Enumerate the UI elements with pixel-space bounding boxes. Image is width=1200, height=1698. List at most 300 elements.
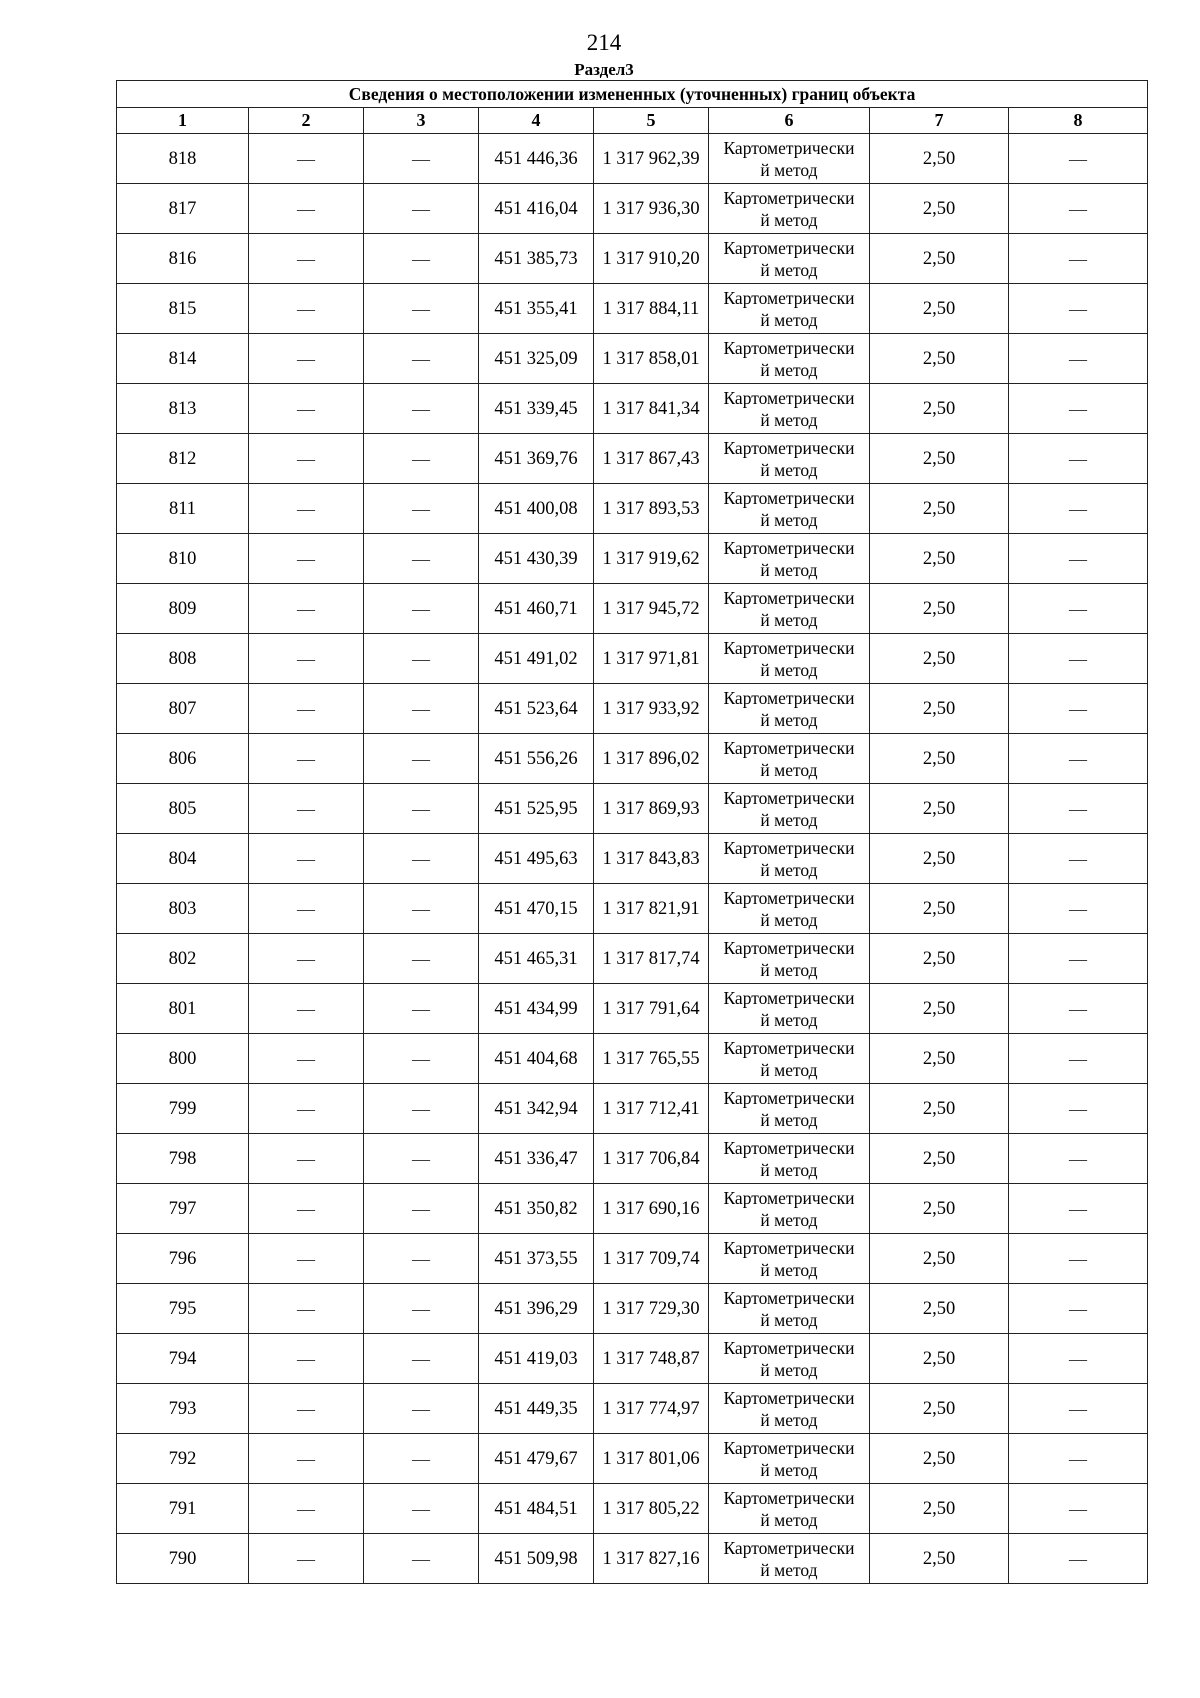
col8-value: — — [1009, 1334, 1148, 1384]
precision: 2,50 — [870, 684, 1009, 734]
method-line-2: й метод — [760, 1259, 818, 1280]
method-line-1: Картометрически — [723, 1287, 855, 1308]
method — [709, 884, 870, 934]
method-line-2: й метод — [760, 459, 818, 480]
method-line-2: й метод — [760, 159, 818, 180]
col8-value: — — [1009, 134, 1148, 184]
x-coordinate: 451 342,94 — [479, 1084, 594, 1134]
col2-value: — — [249, 484, 364, 534]
col8-value: — — [1009, 1234, 1148, 1284]
col8-value: — — [1009, 884, 1148, 934]
precision: 2,50 — [870, 1234, 1009, 1284]
y-coordinate: 1 317 817,74 — [594, 934, 709, 984]
col2-value: — — [249, 834, 364, 884]
x-coordinate: 451 430,39 — [479, 534, 594, 584]
precision: 2,50 — [870, 1484, 1009, 1534]
method — [709, 1134, 870, 1184]
point-number: 811 — [117, 484, 249, 534]
col2-value: — — [249, 884, 364, 934]
col8-value: — — [1009, 1134, 1148, 1184]
col2-value: — — [249, 1284, 364, 1334]
table-caption-row — [117, 81, 1148, 108]
method — [709, 534, 870, 584]
table-row — [117, 334, 1148, 384]
col3-value: — — [364, 284, 479, 334]
method — [709, 684, 870, 734]
point-number: 814 — [117, 334, 249, 384]
point-number: 794 — [117, 1334, 249, 1384]
point-number: 790 — [117, 1534, 249, 1584]
col3-value: — — [364, 1134, 479, 1184]
table-row — [117, 1134, 1148, 1184]
table-row — [117, 934, 1148, 984]
x-coordinate: 451 325,09 — [479, 334, 594, 384]
method-line-1: Картометрически — [723, 337, 855, 358]
method-line-1: Картометрически — [723, 837, 855, 858]
col2-value: — — [249, 684, 364, 734]
precision: 2,50 — [870, 1034, 1009, 1084]
method — [709, 1484, 870, 1534]
point-number: 798 — [117, 1134, 249, 1184]
table-row — [117, 1534, 1148, 1584]
point-number: 800 — [117, 1034, 249, 1084]
col2-value: — — [249, 1434, 364, 1484]
method-line-1: Картометрически — [723, 437, 855, 458]
precision: 2,50 — [870, 834, 1009, 884]
col8-value: — — [1009, 1084, 1148, 1134]
table-row — [117, 1034, 1148, 1084]
method-line-1: Картометрически — [723, 537, 855, 558]
col3-value: — — [364, 1434, 479, 1484]
precision: 2,50 — [870, 734, 1009, 784]
method-line-2: й метод — [760, 709, 818, 730]
method — [709, 984, 870, 1034]
method — [709, 1384, 870, 1434]
x-coordinate: 451 495,63 — [479, 834, 594, 884]
table-row — [117, 1234, 1148, 1284]
method-line-1: Картометрически — [723, 387, 855, 408]
col3-value: — — [364, 934, 479, 984]
col3-value: — — [364, 1334, 479, 1384]
method-line-2: й метод — [760, 1159, 818, 1180]
col8-value: — — [1009, 684, 1148, 734]
x-coordinate: 451 446,36 — [479, 134, 594, 184]
col8-value: — — [1009, 984, 1148, 1034]
col2-value: — — [249, 1384, 364, 1434]
precision: 2,50 — [870, 634, 1009, 684]
table-row — [117, 134, 1148, 184]
col2-value: — — [249, 334, 364, 384]
col2-value: — — [249, 1334, 364, 1384]
method — [709, 1184, 870, 1234]
method-line-1: Картометрически — [723, 1137, 855, 1158]
x-coordinate: 451 470,15 — [479, 884, 594, 934]
method-line-1: Картометрически — [723, 237, 855, 258]
col3-value: — — [364, 1234, 479, 1284]
method-line-2: й метод — [760, 359, 818, 380]
col2-value: — — [249, 934, 364, 984]
x-coordinate: 451 419,03 — [479, 1334, 594, 1384]
col8-value: — — [1009, 234, 1148, 284]
method-line-2: й метод — [760, 859, 818, 880]
y-coordinate: 1 317 945,72 — [594, 584, 709, 634]
y-coordinate: 1 317 801,06 — [594, 1434, 709, 1484]
table-row — [117, 1334, 1148, 1384]
point-number: 805 — [117, 784, 249, 834]
col3-value: — — [364, 834, 479, 884]
method-line-2: й метод — [760, 259, 818, 280]
col2-value: — — [249, 1134, 364, 1184]
method — [709, 584, 870, 634]
y-coordinate: 1 317 919,62 — [594, 534, 709, 584]
method-line-2: й метод — [760, 1409, 818, 1430]
x-coordinate: 451 484,51 — [479, 1484, 594, 1534]
point-number: 792 — [117, 1434, 249, 1484]
col2-value: — — [249, 634, 364, 684]
x-coordinate: 451 479,67 — [479, 1434, 594, 1484]
col3-value: — — [364, 734, 479, 784]
column-header-6: 6 — [709, 108, 870, 134]
col8-value: — — [1009, 384, 1148, 434]
col3-value: — — [364, 234, 479, 284]
method — [709, 134, 870, 184]
col8-value: — — [1009, 1484, 1148, 1534]
method-line-1: Картометрически — [723, 287, 855, 308]
method — [709, 334, 870, 384]
col2-value: — — [249, 1184, 364, 1234]
col8-value: — — [1009, 1034, 1148, 1084]
method-line-1: Картометрически — [723, 187, 855, 208]
method-line-2: й метод — [760, 209, 818, 230]
precision: 2,50 — [870, 234, 1009, 284]
method-line-1: Картометрически — [723, 1437, 855, 1458]
column-header-1: 1 — [117, 108, 249, 134]
method-line-1: Картометрически — [723, 737, 855, 758]
y-coordinate: 1 317 936,30 — [594, 184, 709, 234]
y-coordinate: 1 317 884,11 — [594, 284, 709, 334]
y-coordinate: 1 317 843,83 — [594, 834, 709, 884]
point-number: 801 — [117, 984, 249, 1034]
precision: 2,50 — [870, 284, 1009, 334]
x-coordinate: 451 525,95 — [479, 784, 594, 834]
col2-value: — — [249, 384, 364, 434]
table-row — [117, 484, 1148, 534]
boundary-coordinates-table — [116, 80, 1148, 1584]
method — [709, 734, 870, 784]
col2-value: — — [249, 1034, 364, 1084]
point-number: 803 — [117, 884, 249, 934]
point-number: 793 — [117, 1384, 249, 1434]
x-coordinate: 451 404,68 — [479, 1034, 594, 1084]
col8-value: — — [1009, 934, 1148, 984]
method-line-2: й метод — [760, 559, 818, 580]
point-number: 812 — [117, 434, 249, 484]
x-coordinate: 451 400,08 — [479, 484, 594, 534]
column-header-3: 3 — [364, 108, 479, 134]
method — [709, 1084, 870, 1134]
col3-value: — — [364, 1284, 479, 1334]
precision: 2,50 — [870, 484, 1009, 534]
x-coordinate: 451 449,35 — [479, 1384, 594, 1434]
y-coordinate: 1 317 971,81 — [594, 634, 709, 684]
col3-value: — — [364, 1184, 479, 1234]
method-line-2: й метод — [760, 309, 818, 330]
y-coordinate: 1 317 896,02 — [594, 734, 709, 784]
table-row — [117, 684, 1148, 734]
method-line-2: й метод — [760, 909, 818, 930]
precision: 2,50 — [870, 1134, 1009, 1184]
y-coordinate: 1 317 805,22 — [594, 1484, 709, 1534]
point-number: 802 — [117, 934, 249, 984]
table-row — [117, 634, 1148, 684]
col8-value: — — [1009, 1184, 1148, 1234]
col8-value: — — [1009, 1434, 1148, 1484]
method-line-1: Картометрически — [723, 987, 855, 1008]
method-line-2: й метод — [760, 1209, 818, 1230]
col2-value: — — [249, 234, 364, 284]
method-line-2: й метод — [760, 1109, 818, 1130]
method-line-2: й метод — [760, 759, 818, 780]
method-line-2: й метод — [760, 1059, 818, 1080]
col2-value: — — [249, 1534, 364, 1584]
table-row — [117, 434, 1148, 484]
x-coordinate: 451 339,45 — [479, 384, 594, 434]
col2-value: — — [249, 784, 364, 834]
method-line-1: Картометрически — [723, 1237, 855, 1258]
column-header-4: 4 — [479, 108, 594, 134]
col8-value: — — [1009, 834, 1148, 884]
table-row — [117, 1084, 1148, 1134]
method — [709, 284, 870, 334]
column-header-7: 7 — [870, 108, 1009, 134]
method-line-2: й метод — [760, 809, 818, 830]
method-line-2: й метод — [760, 609, 818, 630]
x-coordinate: 451 491,02 — [479, 634, 594, 684]
col3-value: — — [364, 1484, 479, 1534]
method — [709, 384, 870, 434]
col3-value: — — [364, 1384, 479, 1434]
col2-value: — — [249, 184, 364, 234]
col2-value: — — [249, 734, 364, 784]
col3-value: — — [364, 634, 479, 684]
point-number: 817 — [117, 184, 249, 234]
method-line-2: й метод — [760, 1009, 818, 1030]
col3-value: — — [364, 434, 479, 484]
method — [709, 934, 870, 984]
col8-value: — — [1009, 284, 1148, 334]
table-row — [117, 834, 1148, 884]
col8-value: — — [1009, 1284, 1148, 1334]
method-line-1: Картометрически — [723, 137, 855, 158]
precision: 2,50 — [870, 1084, 1009, 1134]
table-row — [117, 734, 1148, 784]
precision: 2,50 — [870, 584, 1009, 634]
column-header-5: 5 — [594, 108, 709, 134]
point-number: 806 — [117, 734, 249, 784]
point-number: 810 — [117, 534, 249, 584]
x-coordinate: 451 350,82 — [479, 1184, 594, 1234]
table-row — [117, 1384, 1148, 1434]
table-row — [117, 1284, 1148, 1334]
y-coordinate: 1 317 690,16 — [594, 1184, 709, 1234]
method — [709, 484, 870, 534]
col8-value: — — [1009, 1384, 1148, 1434]
table-row — [117, 284, 1148, 334]
x-coordinate: 451 416,04 — [479, 184, 594, 234]
col8-value: — — [1009, 634, 1148, 684]
precision: 2,50 — [870, 184, 1009, 234]
x-coordinate: 451 509,98 — [479, 1534, 594, 1584]
precision: 2,50 — [870, 434, 1009, 484]
col2-value: — — [249, 1234, 364, 1284]
precision: 2,50 — [870, 1534, 1009, 1584]
precision: 2,50 — [870, 784, 1009, 834]
method-line-2: й метод — [760, 659, 818, 680]
method-line-1: Картометрически — [723, 1037, 855, 1058]
table-caption: Сведения о местоположении измененных (уточненных) границ объекта — [117, 81, 1148, 108]
point-number: 807 — [117, 684, 249, 734]
column-header-8: 8 — [1009, 108, 1148, 134]
table-row — [117, 234, 1148, 284]
method-line-2: й метод — [760, 1309, 818, 1330]
precision: 2,50 — [870, 384, 1009, 434]
y-coordinate: 1 317 893,53 — [594, 484, 709, 534]
point-number: 809 — [117, 584, 249, 634]
method-line-1: Картометрически — [723, 637, 855, 658]
point-number: 795 — [117, 1284, 249, 1334]
method-line-2: й метод — [760, 1359, 818, 1380]
x-coordinate: 451 465,31 — [479, 934, 594, 984]
section-title: Раздел3 — [574, 60, 634, 79]
y-coordinate: 1 317 827,16 — [594, 1534, 709, 1584]
table-header-row — [117, 108, 1148, 134]
page-number: 214 — [586, 30, 622, 55]
method — [709, 1434, 870, 1484]
method-line-1: Картометрически — [723, 887, 855, 908]
method-line-1: Картометрически — [723, 1187, 855, 1208]
col8-value: — — [1009, 784, 1148, 834]
col3-value: — — [364, 584, 479, 634]
col8-value: — — [1009, 334, 1148, 384]
precision: 2,50 — [870, 1384, 1009, 1434]
col8-value: — — [1009, 584, 1148, 634]
precision: 2,50 — [870, 984, 1009, 1034]
method-line-2: й метод — [760, 959, 818, 980]
method-line-1: Картометрически — [723, 487, 855, 508]
col8-value: — — [1009, 184, 1148, 234]
method-line-1: Картометрически — [723, 1537, 855, 1558]
table-row — [117, 184, 1148, 234]
method — [709, 634, 870, 684]
point-number: 815 — [117, 284, 249, 334]
col8-value: — — [1009, 484, 1148, 534]
y-coordinate: 1 317 709,74 — [594, 1234, 709, 1284]
method — [709, 1284, 870, 1334]
x-coordinate: 451 336,47 — [479, 1134, 594, 1184]
method-line-1: Картометрически — [723, 1487, 855, 1508]
y-coordinate: 1 317 712,41 — [594, 1084, 709, 1134]
method — [709, 434, 870, 484]
col3-value: — — [364, 134, 479, 184]
method-line-1: Картометрически — [723, 1337, 855, 1358]
x-coordinate: 451 523,64 — [479, 684, 594, 734]
col3-value: — — [364, 534, 479, 584]
table-row — [117, 1434, 1148, 1484]
col8-value: — — [1009, 1534, 1148, 1584]
col2-value: — — [249, 984, 364, 1034]
table-row — [117, 1484, 1148, 1534]
table-row — [117, 884, 1148, 934]
x-coordinate: 451 385,73 — [479, 234, 594, 284]
point-number: 804 — [117, 834, 249, 884]
col8-value: — — [1009, 534, 1148, 584]
y-coordinate: 1 317 821,91 — [594, 884, 709, 934]
col3-value: — — [364, 684, 479, 734]
table-row — [117, 984, 1148, 1034]
method-line-1: Картометрически — [723, 587, 855, 608]
table-row — [117, 384, 1148, 434]
precision: 2,50 — [870, 534, 1009, 584]
precision: 2,50 — [870, 134, 1009, 184]
method-line-2: й метод — [760, 509, 818, 530]
col3-value: — — [364, 984, 479, 1034]
method-line-1: Картометрически — [723, 787, 855, 808]
point-number: 808 — [117, 634, 249, 684]
precision: 2,50 — [870, 1284, 1009, 1334]
col2-value: — — [249, 584, 364, 634]
col3-value: — — [364, 184, 479, 234]
table-row — [117, 584, 1148, 634]
method-line-2: й метод — [760, 1459, 818, 1480]
col3-value: — — [364, 484, 479, 534]
y-coordinate: 1 317 933,92 — [594, 684, 709, 734]
y-coordinate: 1 317 765,55 — [594, 1034, 709, 1084]
table-row — [117, 534, 1148, 584]
y-coordinate: 1 317 706,84 — [594, 1134, 709, 1184]
col3-value: — — [364, 384, 479, 434]
col3-value: — — [364, 1034, 479, 1084]
point-number: 813 — [117, 384, 249, 434]
x-coordinate: 451 434,99 — [479, 984, 594, 1034]
method — [709, 234, 870, 284]
method — [709, 184, 870, 234]
precision: 2,50 — [870, 884, 1009, 934]
col2-value: — — [249, 134, 364, 184]
table-row — [117, 784, 1148, 834]
precision: 2,50 — [870, 334, 1009, 384]
col3-value: — — [364, 884, 479, 934]
method-line-1: Картометрически — [723, 937, 855, 958]
point-number: 816 — [117, 234, 249, 284]
precision: 2,50 — [870, 1184, 1009, 1234]
point-number: 799 — [117, 1084, 249, 1134]
col2-value: — — [249, 284, 364, 334]
x-coordinate: 451 355,41 — [479, 284, 594, 334]
column-header-2: 2 — [249, 108, 364, 134]
col8-value: — — [1009, 734, 1148, 784]
precision: 2,50 — [870, 934, 1009, 984]
y-coordinate: 1 317 748,87 — [594, 1334, 709, 1384]
col2-value: — — [249, 534, 364, 584]
method-line-1: Картометрически — [723, 687, 855, 708]
col3-value: — — [364, 1084, 479, 1134]
y-coordinate: 1 317 867,43 — [594, 434, 709, 484]
x-coordinate: 451 396,29 — [479, 1284, 594, 1334]
method-line-2: й метод — [760, 1559, 818, 1580]
x-coordinate: 451 369,76 — [479, 434, 594, 484]
point-number: 797 — [117, 1184, 249, 1234]
col2-value: — — [249, 434, 364, 484]
